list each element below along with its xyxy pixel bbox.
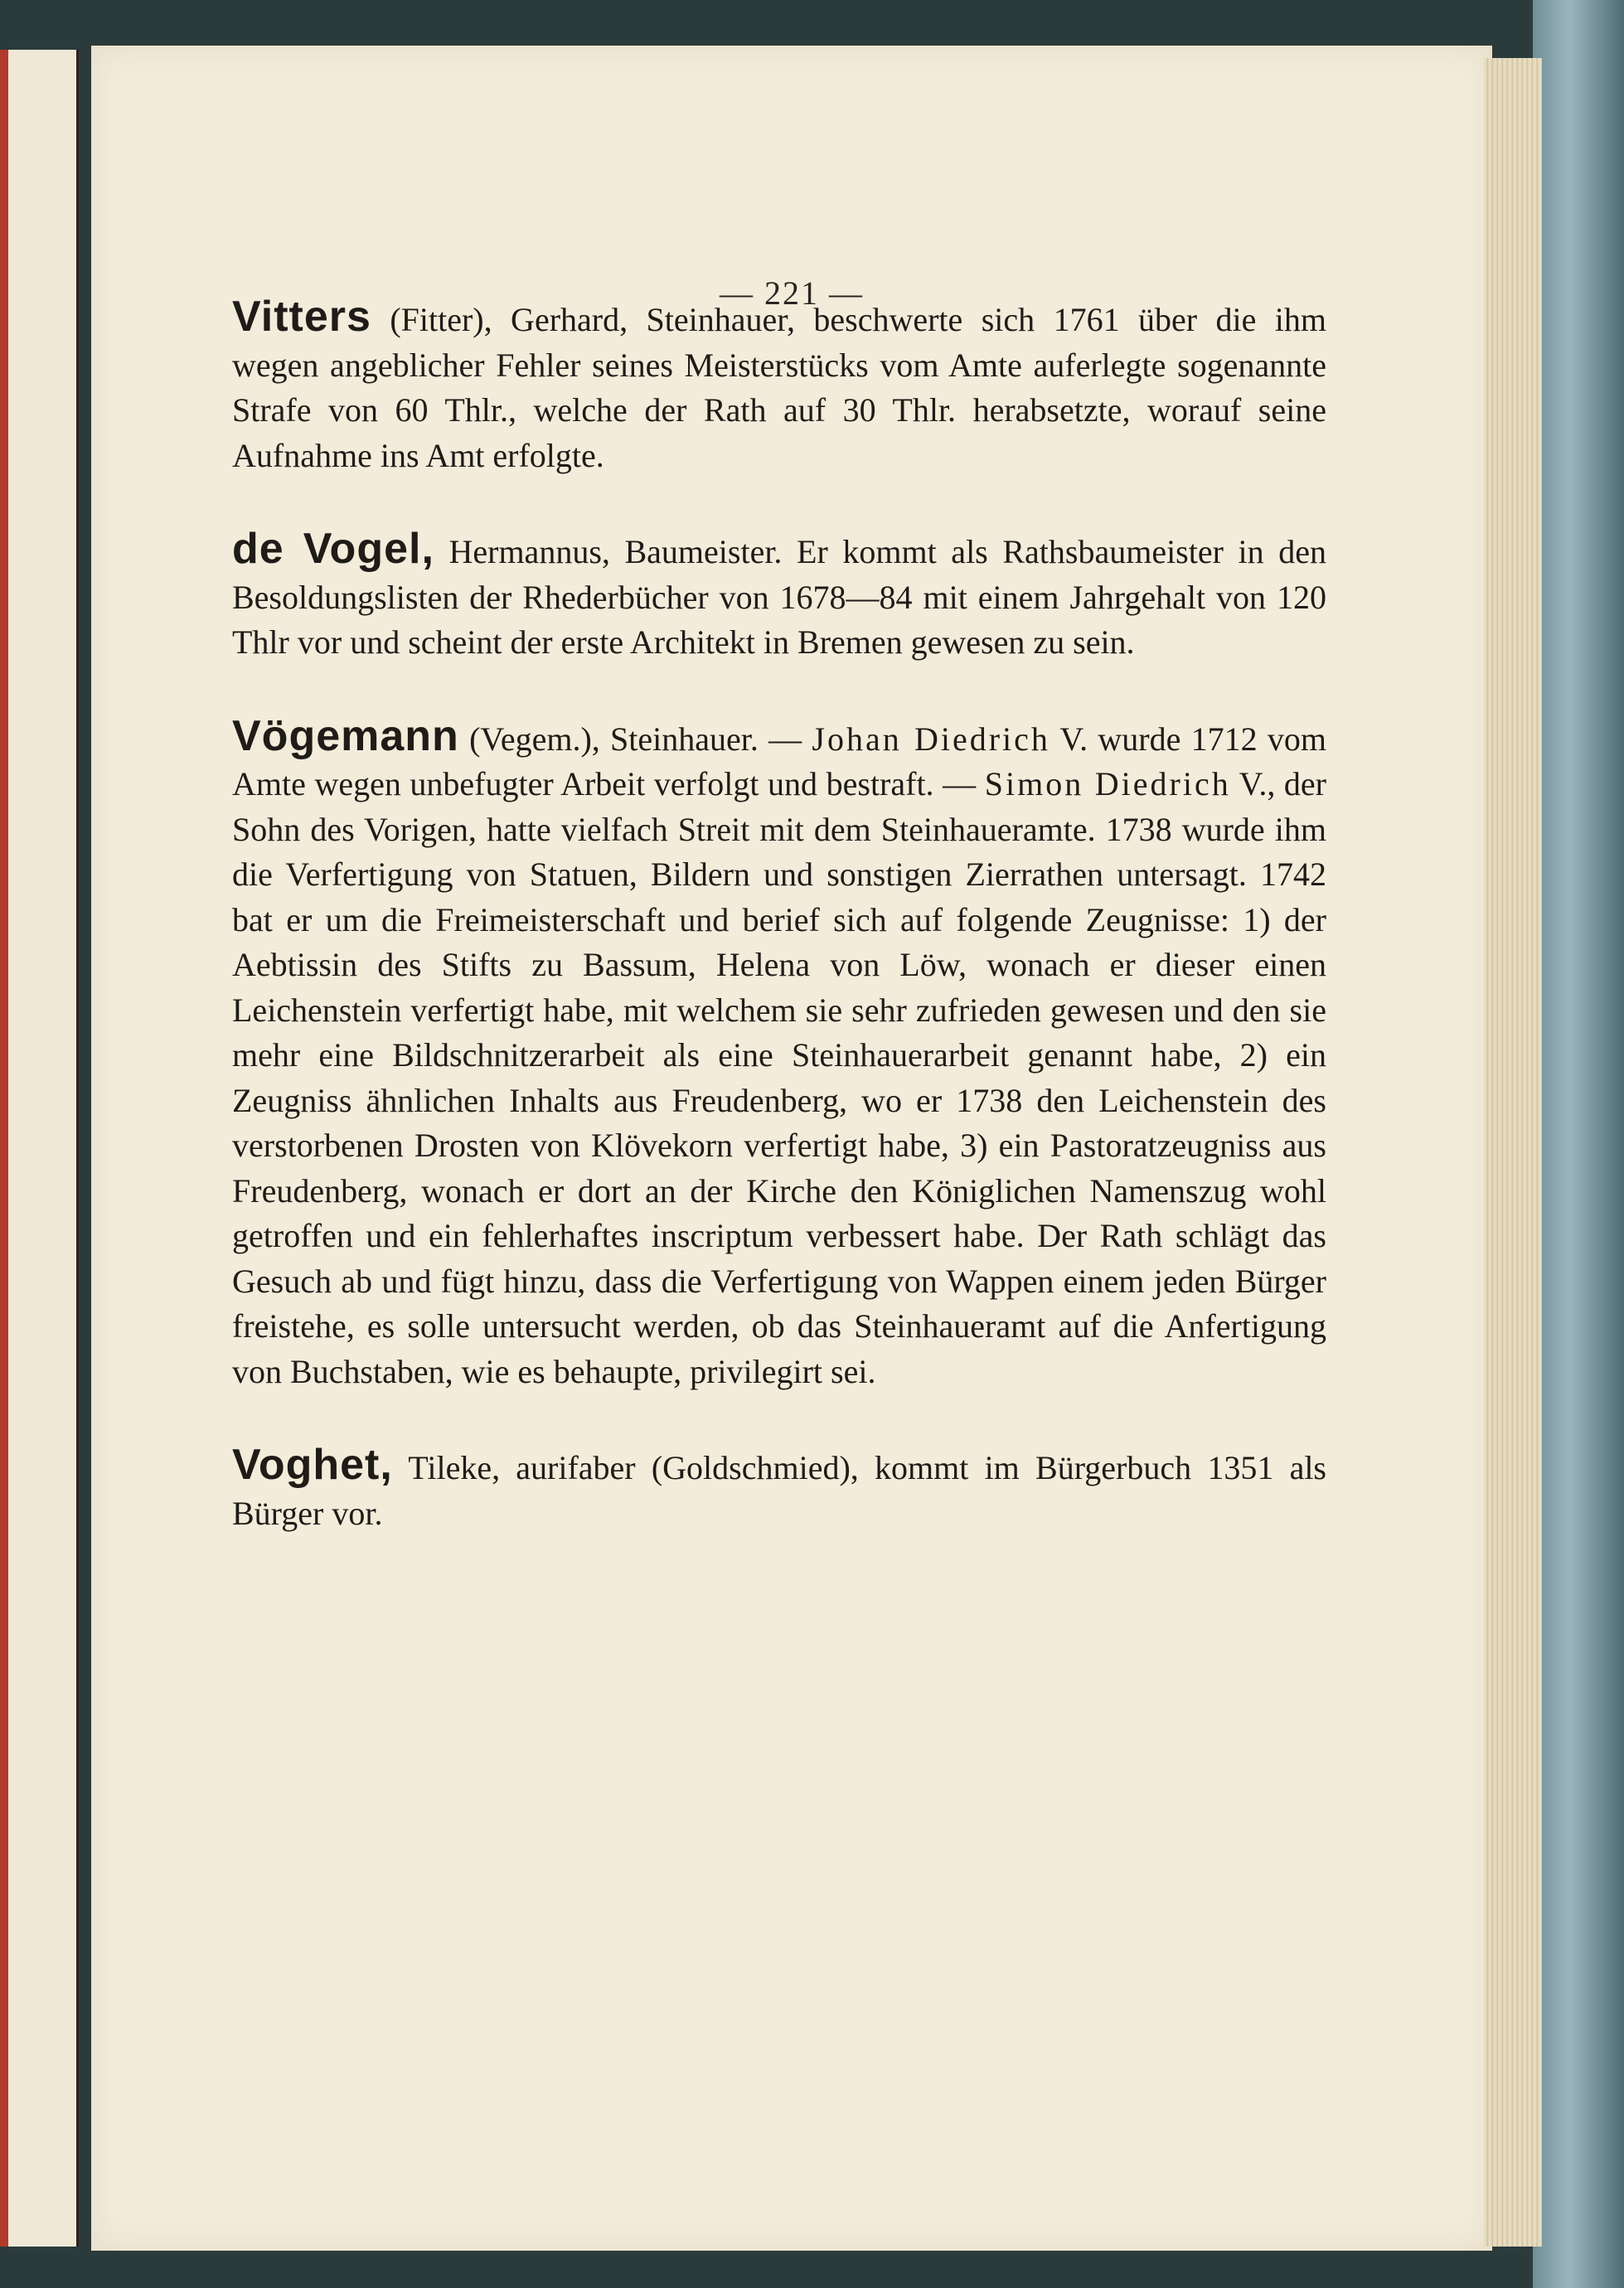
- entry-text: V., der Sohn des Vorigen, hatte vielfach Streit mit dem Steinhaueramte. 1738 wurde ihm die Verfertigung von Statuen, Bildern und sonstigen Zierrathen untersagt. 1742 bat er um die Freimeisterschaft und berief sich auf folgende Zeugnisse: 1) der Aebtissin des Stifts zu Bassum, Helena von Löw, wonach er dieser einen Leichenstein verfertigt habe, mit welchem sie sehr zufrieden gewesen und den sie mehr eine Bildschnitzerarbeit als eine Steinhauerarbeit genannt habe, 2) ein Zeugniss ähnlichen Inhalts aus Freudenberg, wo er 1738 den Leichenstein des verstorbenen Drosten von Klövekorn verfertigt habe, 3) ein Pastoratzeugniss aus Freudenberg, wonach er dort an der Kirche den Königlichen Namenszug wohl getroffen und ein fehlerhaftes inscriptum verbessert habe. Der Rath schlägt das Gesuch ab und fügt hinzu, dass die Verfertigung von Wappen einem jeden Bürger freistehe, es solle untersucht werden, ob das Steinhaueramt auf die Anfertigung von Buchstaben, wie es behaupte, privilegirt sei.: [232, 765, 1326, 1390]
- entry-text: (Fitter), Gerhard, Steinhauer, beschwerte sich 1761 über die ihm wegen angeblicher Fehler seines Meisterstücks vom Amte auferlegte sogenannte Strafe von 60 Thlr., welche der Rath auf 30 Thlr. herabsetzte, worauf seine Aufnahme ins Amt erfolgte.: [232, 301, 1326, 474]
- person-name: Johan Diedrich: [812, 720, 1050, 758]
- entry-vitters: [232, 294, 1326, 478]
- book-cover-right: [1533, 0, 1624, 2288]
- page-body: [232, 294, 1326, 1584]
- page-number: — 221 —: [720, 274, 864, 312]
- page-stack-edge: [1484, 58, 1542, 2247]
- entry-text: Hermannus, Baumeister. Er kommt als Rathsbaumeister in den Besoldungslisten der Rhederbücher von 1678—84 mit einem Jahrgehalt von 120 Thlr vor und scheint der erste Architekt in Bremen gewesen zu sein.: [232, 533, 1326, 661]
- person-name: Simon Diedrich: [984, 765, 1231, 802]
- headword: Vitters: [232, 293, 371, 341]
- headword: Vögemann: [232, 711, 459, 760]
- entry-voegemann: [232, 711, 1326, 1395]
- entry-de-vogel: [232, 526, 1326, 666]
- book-page: [91, 46, 1492, 2251]
- headword: de Vogel,: [232, 525, 434, 573]
- headword: Voghet,: [232, 1441, 393, 1489]
- entry-text: Tileke, aurifaber (Goldschmied), kommt im Bürgerbuch 1351 als Bürger vor.: [232, 1449, 1326, 1532]
- book-cover-left: [0, 50, 8, 2247]
- left-page-edge: [0, 50, 79, 2247]
- entry-text: (Vegem.), Steinhauer. —: [458, 720, 812, 758]
- entry-voghet: [232, 1442, 1326, 1536]
- entry-text: V. wurde 1712 vom Amte wegen unbefugter Arbeit verfolgt und bestraft. —: [232, 720, 1326, 802]
